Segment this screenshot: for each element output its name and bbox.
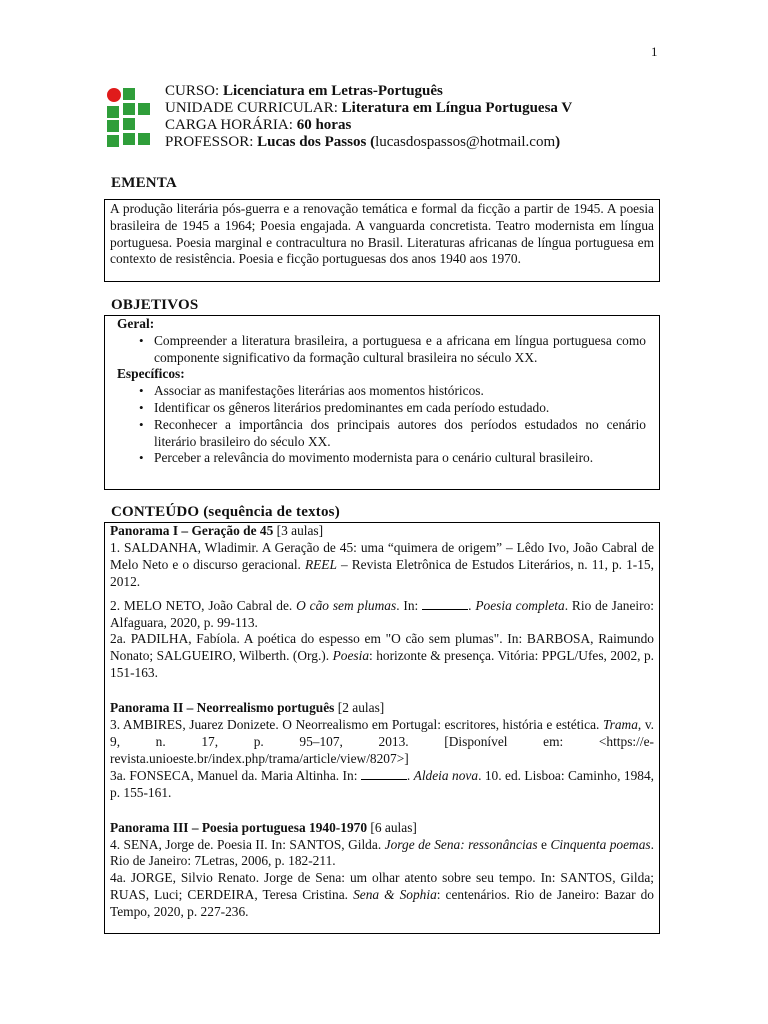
- curso-line: CURSO: Licenciatura em Letras-Português: [165, 83, 443, 99]
- conteudo-box: [104, 522, 660, 934]
- unidade-line: UNIDADE CURRICULAR: Literatura em Língua Portuguesa V: [165, 100, 573, 116]
- especificos-list: [117, 383, 646, 467]
- panorama-2-heading: Panorama II – Neorrealismo português [2 aulas]: [110, 700, 385, 716]
- reference-entry: 1. SALDANHA, Wladimir. A Geração de 45: uma “quimera de origem” – Lêdo Ivo, João Cabral de Melo Neto e o discurso geracional. REEL – Revista Eletrônica de Estudos Literários, n. 11, p. 1-15, 2012.: [110, 539, 654, 589]
- list-item: • Associar as manifestações literárias aos momentos históricos.: [154, 383, 646, 400]
- list-item: • Identificar os gêneros literários predominantes em cada período estudado.: [154, 400, 646, 417]
- conteudo-title: CONTEÚDO (sequência de textos): [111, 504, 340, 520]
- curso-value: Licenciatura em Letras-Português: [222, 83, 443, 99]
- institution-logo: [107, 88, 149, 154]
- reference-entry: 3a. FONSECA, Manuel da. Maria Altinha. In: . Aldeia nova. 10. ed. Lisboa: Caminho, 1984, p. 155-161.: [110, 767, 654, 800]
- objetivos-title: OBJETIVOS: [111, 297, 199, 313]
- ementa-box: [104, 199, 660, 282]
- unidade-value: Literatura em Língua Portuguesa V: [341, 100, 573, 116]
- panorama-3-heading: Panorama III – Poesia portuguesa 1940-1970 [6 aulas]: [110, 819, 417, 835]
- course-header: [165, 83, 572, 151]
- geral-label: Geral:: [117, 316, 155, 331]
- panorama-1-heading: Panorama I – Geração de 45 [3 aulas]: [110, 523, 324, 538]
- reference-entry: 3. AMBIRES, Juarez Donizete. O Neorrealismo em Portugal: escritores, história e estética. Trama, v. 9, n. 17, p. 95–107, 2013. [Disponível em: <https://e-revista.unioeste.br/index.php/trama/article/view/8207>]: [110, 717, 654, 766]
- blank-line: [422, 599, 468, 610]
- reference-entry: 2. MELO NETO, João Cabral de. O cão sem plumas. In: . Poesia completa. Rio de Janeiro: Alfaguara, 2020, p. 99-113.: [110, 597, 655, 630]
- reference-entry: 2a. PADILHA, Fabíola. A poética do espesso em "O cão sem plumas". In: BARBOSA, Raimundo Nonato; SALGUEIRO, Wilberth. (Org.). Poesia: horizonte & presença. Vitória: PPGL/Ufes, 2002, p. 151-163.: [110, 631, 654, 681]
- page-number: 1: [651, 44, 658, 59]
- reference-entry: 4. SENA, Jorge de. Poesia II. In: SANTOS, Gilda. Jorge de Sena: ressonâncias e Cinquenta poemas. Rio de Janeiro: 7Letras, 2006, p. 182-211.: [110, 836, 654, 869]
- logo-red-circle: [107, 88, 121, 102]
- list-item: • Compreender a literatura brasileira, a portuguesa e a africana em língua portuguesa como componente significativo da formação cultural brasileira no século XX.: [154, 333, 646, 367]
- ementa-text: A produção literária pós-guerra e a renovação temática e formal da ficção a partir de 1945. A poesia brasileira de 1945 a 1964; Poesia engajada. A vanguarda concretista. Teatro modernista em língua portuguesa. Poesia marginal e contracultura no Brasil. Literaturas africanas de língua portuguesa em contexto de resistência. Poesia e ficção portuguesas dos anos 1940 aos 1970.: [110, 201, 654, 267]
- professor-email: lucasdospassos@hotmail.com: [375, 134, 556, 150]
- list-item: • Perceber a relevância do movimento modernista para o cenário cultural brasileiro.: [154, 450, 646, 467]
- list-item: • Reconhecer a importância dos principais autores dos períodos estudados no cenário literário brasileiro do século XX.: [154, 417, 646, 451]
- carga-value: 60 horas: [296, 117, 352, 133]
- geral-list: [117, 333, 646, 367]
- ementa-title: EMENTA: [111, 175, 177, 191]
- professor-line: PROFESSOR: Lucas dos Passos (lucasdospassos@hotmail.com): [165, 134, 561, 150]
- reference-entry: 4a. JORGE, Silvio Renato. Jorge de Sena: um olhar atento sobre seu tempo. In: SANTOS, Gilda; RUAS, Luci; CERDEIRA, Teresa Cristina. Sena & Sophia: centenários. Rio de Janeiro: Bazar do Tempo, 2020, p. 227-236.: [110, 870, 654, 920]
- blank-line: [361, 769, 407, 780]
- especificos-label: Específicos:: [117, 366, 185, 382]
- professor-value: Lucas dos Passos: [257, 134, 367, 150]
- objetivos-box: [104, 315, 660, 490]
- carga-line: CARGA HORÁRIA: 60 horas: [165, 117, 352, 133]
